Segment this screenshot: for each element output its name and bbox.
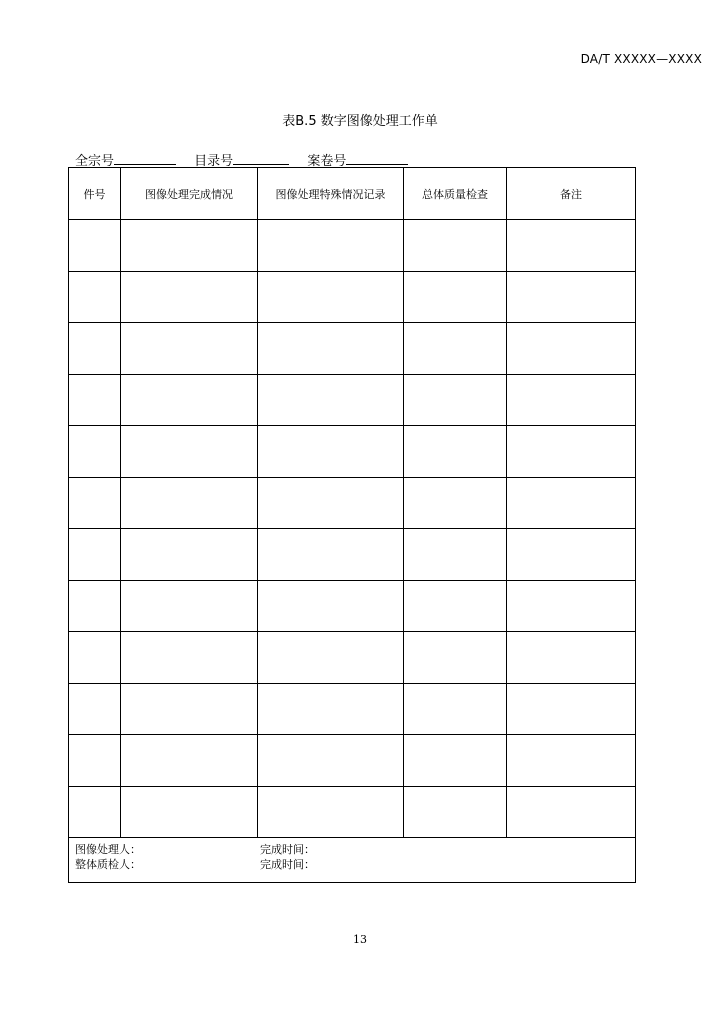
remarks-cell[interactable] (507, 374, 636, 426)
page-number: 13 (353, 933, 367, 946)
remarks-cell[interactable] (507, 271, 636, 323)
special-records-cell[interactable] (258, 529, 404, 581)
file-number-label: 案卷号 (307, 154, 347, 169)
standard-code: DA/T XXXXX—XXXX (580, 52, 702, 66)
item-number-cell[interactable] (69, 683, 121, 735)
quality-check-cell[interactable] (404, 477, 507, 529)
column-header-remarks: 备注 (507, 168, 636, 220)
catalog-number-label: 目录号 (194, 154, 234, 169)
processor-time-label: 完成时间： (260, 843, 315, 856)
table-row (69, 271, 636, 323)
completion-status-cell[interactable] (121, 580, 258, 632)
table-row (69, 426, 636, 478)
inspector-label: 整体质检人： (75, 858, 141, 871)
completion-status-cell[interactable] (121, 735, 258, 787)
signature-line-inspector (75, 857, 629, 872)
remarks-cell[interactable] (507, 529, 636, 581)
completion-status-cell[interactable] (121, 271, 258, 323)
quality-check-cell[interactable] (404, 580, 507, 632)
table-row (69, 580, 636, 632)
remarks-cell[interactable] (507, 735, 636, 787)
special-records-cell[interactable] (258, 220, 404, 272)
quality-check-cell[interactable] (404, 426, 507, 478)
item-number-cell[interactable] (69, 529, 121, 581)
column-header-special-records: 图像处理特殊情况记录 (258, 168, 404, 220)
item-number-cell[interactable] (69, 323, 121, 375)
completion-status-cell[interactable] (121, 632, 258, 684)
remarks-cell[interactable] (507, 477, 636, 529)
quality-check-cell[interactable] (404, 271, 507, 323)
item-number-cell[interactable] (69, 786, 121, 838)
inspector-time-label: 完成时间： (260, 858, 315, 871)
special-records-cell[interactable] (258, 374, 404, 426)
item-number-cell[interactable] (69, 735, 121, 787)
quality-check-cell[interactable] (404, 735, 507, 787)
special-records-cell[interactable] (258, 683, 404, 735)
fonds-number-label: 全宗号 (75, 154, 115, 169)
table-row (69, 735, 636, 787)
image-processing-worksheet (68, 167, 636, 883)
column-header-item-number: 件号 (69, 168, 121, 220)
remarks-cell[interactable] (507, 426, 636, 478)
remarks-cell[interactable] (507, 683, 636, 735)
table-row (69, 477, 636, 529)
table-row (69, 683, 636, 735)
special-records-cell[interactable] (258, 323, 404, 375)
special-records-cell[interactable] (258, 786, 404, 838)
completion-status-cell[interactable] (121, 683, 258, 735)
catalog-number-blank[interactable] (233, 152, 289, 165)
item-number-cell[interactable] (69, 220, 121, 272)
table-row (69, 323, 636, 375)
fonds-number-blank[interactable] (114, 152, 176, 165)
quality-check-cell[interactable] (404, 683, 507, 735)
table-row (69, 529, 636, 581)
signature-cell (69, 838, 636, 883)
remarks-cell[interactable] (507, 632, 636, 684)
completion-status-cell[interactable] (121, 220, 258, 272)
quality-check-cell[interactable] (404, 786, 507, 838)
completion-status-cell[interactable] (121, 786, 258, 838)
table-row (69, 374, 636, 426)
remarks-cell[interactable] (507, 786, 636, 838)
signature-line-processor (75, 842, 629, 857)
completion-status-cell[interactable] (121, 477, 258, 529)
quality-check-cell[interactable] (404, 220, 507, 272)
quality-check-cell[interactable] (404, 529, 507, 581)
remarks-cell[interactable] (507, 323, 636, 375)
column-header-completion-status: 图像处理完成情况 (121, 168, 258, 220)
completion-status-cell[interactable] (121, 426, 258, 478)
quality-check-cell[interactable] (404, 323, 507, 375)
completion-status-cell[interactable] (121, 323, 258, 375)
special-records-cell[interactable] (258, 632, 404, 684)
item-number-cell[interactable] (69, 632, 121, 684)
item-number-cell[interactable] (69, 374, 121, 426)
quality-check-cell[interactable] (404, 374, 507, 426)
completion-status-cell[interactable] (121, 529, 258, 581)
special-records-cell[interactable] (258, 426, 404, 478)
item-number-cell[interactable] (69, 477, 121, 529)
table-row (69, 632, 636, 684)
processor-label: 图像处理人： (75, 843, 141, 856)
header-row (69, 168, 636, 220)
special-records-cell[interactable] (258, 735, 404, 787)
column-header-quality-check: 总体质量检查 (404, 168, 507, 220)
table-title: 表B.5 数字图像处理工作单 (282, 114, 438, 129)
table-row (69, 220, 636, 272)
remarks-cell[interactable] (507, 580, 636, 632)
special-records-cell[interactable] (258, 580, 404, 632)
remarks-cell[interactable] (507, 220, 636, 272)
special-records-cell[interactable] (258, 271, 404, 323)
special-records-cell[interactable] (258, 477, 404, 529)
file-number-blank[interactable] (346, 152, 408, 165)
item-number-cell[interactable] (69, 271, 121, 323)
table-row (69, 786, 636, 838)
item-number-cell[interactable] (69, 580, 121, 632)
item-number-cell[interactable] (69, 426, 121, 478)
signature-row (69, 838, 636, 883)
completion-status-cell[interactable] (121, 374, 258, 426)
quality-check-cell[interactable] (404, 632, 507, 684)
